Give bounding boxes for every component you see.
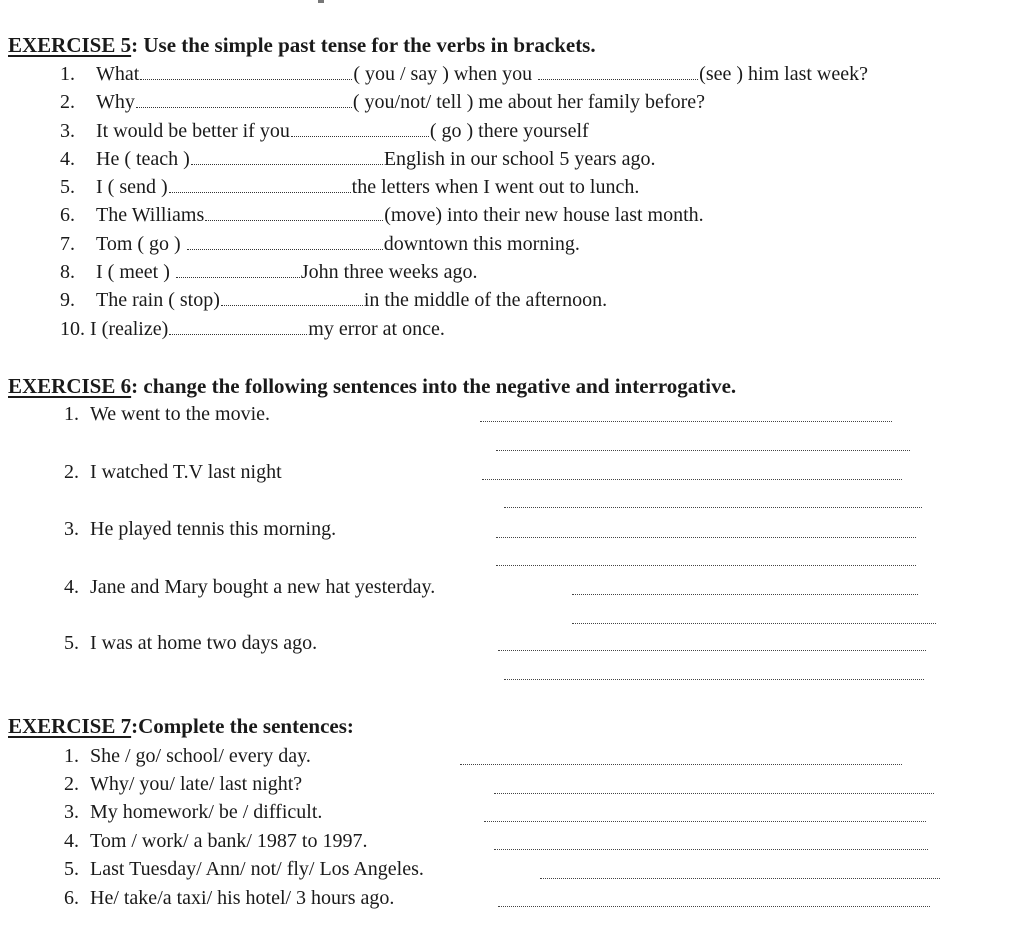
ex5-item-4 (60, 147, 655, 171)
answer-blank[interactable] (205, 204, 383, 221)
item-number: 3. (64, 518, 79, 540)
item-text: We went to the movie. (90, 403, 271, 425)
ex5-item-8 (60, 260, 477, 284)
answer-line[interactable] (498, 905, 930, 907)
item-text: It would be better if you (96, 120, 290, 142)
item-text: downtown this morning. (383, 233, 580, 255)
ex6-item-3 (64, 517, 336, 541)
ex5-item-3 (60, 119, 589, 143)
exercise-5-title: : Use the simple past tense for the verbs in brackets. (131, 33, 596, 57)
item-text: I ( meet ) (96, 261, 175, 283)
item-number: 3. (64, 801, 79, 823)
item-text: ( go ) there yourself (429, 120, 589, 142)
ex6-item-2 (64, 460, 282, 484)
item-text: He ( teach ) (96, 148, 190, 170)
item-text: She / go/ school/ every day. (90, 745, 311, 767)
item-number: 2. (60, 91, 75, 113)
item-text: Why (96, 91, 135, 113)
item-text: (see ) him last week? (699, 63, 868, 85)
exercise-7-label: EXERCISE 7 (8, 714, 132, 738)
item-number: 5. (64, 632, 79, 654)
ex7-item-6 (64, 886, 394, 910)
answer-blank[interactable] (187, 233, 383, 250)
item-number: 1. (64, 403, 79, 425)
answer-blank[interactable] (136, 91, 352, 108)
item-number: 6. (60, 204, 75, 226)
answer-line-interrogative[interactable] (496, 564, 916, 566)
item-number: 6. (64, 887, 79, 909)
answer-line-negative[interactable] (480, 420, 892, 422)
item-text: I (realize) (90, 318, 169, 340)
answer-line[interactable] (460, 763, 902, 765)
item-text: Jane and Mary bought a new hat yesterday. (90, 576, 436, 598)
item-number: 9. (60, 289, 75, 311)
exercise-7-title: :Complete the sentences: (131, 714, 354, 738)
ex5-item-10 (60, 317, 445, 341)
item-number: 4. (64, 576, 79, 598)
exercise-7-heading (8, 714, 354, 739)
item-number: 8. (60, 261, 75, 283)
answer-line-interrogative[interactable] (572, 622, 936, 624)
item-number: 2. (64, 461, 79, 483)
answer-blank[interactable] (538, 63, 698, 80)
item-number: 10. (60, 318, 85, 340)
item-text: I ( send ) (96, 176, 168, 198)
ex6-item-5 (64, 631, 317, 655)
item-text: He played tennis this morning. (90, 518, 337, 540)
exercise-5-heading (8, 33, 596, 58)
answer-blank[interactable] (169, 176, 351, 193)
ex6-item-1 (64, 402, 270, 426)
item-text: my error at once. (308, 318, 445, 340)
answer-blank[interactable] (291, 120, 429, 137)
item-text: The rain ( stop) (96, 289, 220, 311)
exercise-6-title: : change the following sentences into the negative and interrogative. (131, 374, 737, 398)
item-text: The Williams (96, 204, 205, 226)
item-text: English in our school 5 years ago. (383, 148, 656, 170)
answer-line-interrogative[interactable] (496, 449, 910, 451)
item-number: 5. (64, 858, 79, 880)
item-text: Why/ you/ late/ last night? (90, 773, 303, 795)
item-number: 1. (64, 745, 79, 767)
item-number: 5. (60, 176, 75, 198)
item-number: 1. (60, 63, 75, 85)
answer-line[interactable] (494, 848, 928, 850)
ex7-item-2 (64, 772, 302, 796)
item-number: 2. (64, 773, 79, 795)
item-number: 7. (60, 233, 75, 255)
item-text: (move) into their new house last month. (384, 204, 704, 226)
ex6-item-4 (64, 575, 435, 599)
ex5-item-9 (60, 288, 607, 312)
item-number: 4. (64, 830, 79, 852)
ex5-item-2 (60, 90, 705, 114)
ex5-item-5 (60, 175, 639, 199)
ex7-item-5 (64, 857, 424, 881)
scan-mark (318, 0, 324, 3)
answer-line[interactable] (484, 820, 926, 822)
answer-line-interrogative[interactable] (504, 506, 922, 508)
item-text: ( you/not/ tell ) me about her family before? (352, 91, 705, 113)
ex7-item-4 (64, 829, 367, 853)
item-text: the letters when I went out to lunch. (351, 176, 640, 198)
item-text: My homework/ be / difficult. (90, 801, 323, 823)
item-text: He/ take/a taxi/ his hotel/ 3 hours ago. (90, 887, 395, 909)
exercise-6-heading (8, 374, 736, 399)
item-number: 3. (60, 120, 75, 142)
ex7-item-1 (64, 744, 311, 768)
answer-blank[interactable] (191, 148, 383, 165)
ex5-item-7 (60, 232, 580, 256)
item-text: Last Tuesday/ Ann/ not/ fly/ Los Angeles. (90, 858, 424, 880)
answer-line-negative[interactable] (496, 536, 916, 538)
exercise-6-label: EXERCISE 6 (8, 374, 132, 398)
answer-line-negative[interactable] (572, 593, 918, 595)
ex7-item-3 (64, 800, 322, 824)
answer-line[interactable] (494, 792, 934, 794)
item-text: in the middle of the afternoon. (363, 289, 608, 311)
item-text: I watched T.V last night (90, 461, 282, 483)
answer-line[interactable] (540, 877, 940, 879)
item-text: John three weeks ago. (300, 261, 478, 283)
answer-line-interrogative[interactable] (504, 678, 924, 680)
ex5-item-6 (60, 203, 704, 227)
answer-line-negative[interactable] (498, 649, 926, 651)
ex5-item-1 (60, 62, 868, 86)
item-number: 4. (60, 148, 75, 170)
exercise-5-label: EXERCISE 5 (8, 33, 132, 57)
answer-blank[interactable] (140, 63, 352, 80)
item-text: Tom / work/ a bank/ 1987 to 1997. (90, 830, 368, 852)
item-text: What (96, 63, 140, 85)
item-text: Tom ( go ) (96, 233, 186, 255)
answer-blank[interactable] (169, 318, 307, 335)
answer-blank[interactable] (176, 261, 300, 278)
item-text: ( you / say ) when you (353, 63, 538, 85)
item-text: I was at home two days ago. (90, 632, 318, 654)
answer-line-negative[interactable] (482, 478, 902, 480)
answer-blank[interactable] (221, 289, 363, 306)
